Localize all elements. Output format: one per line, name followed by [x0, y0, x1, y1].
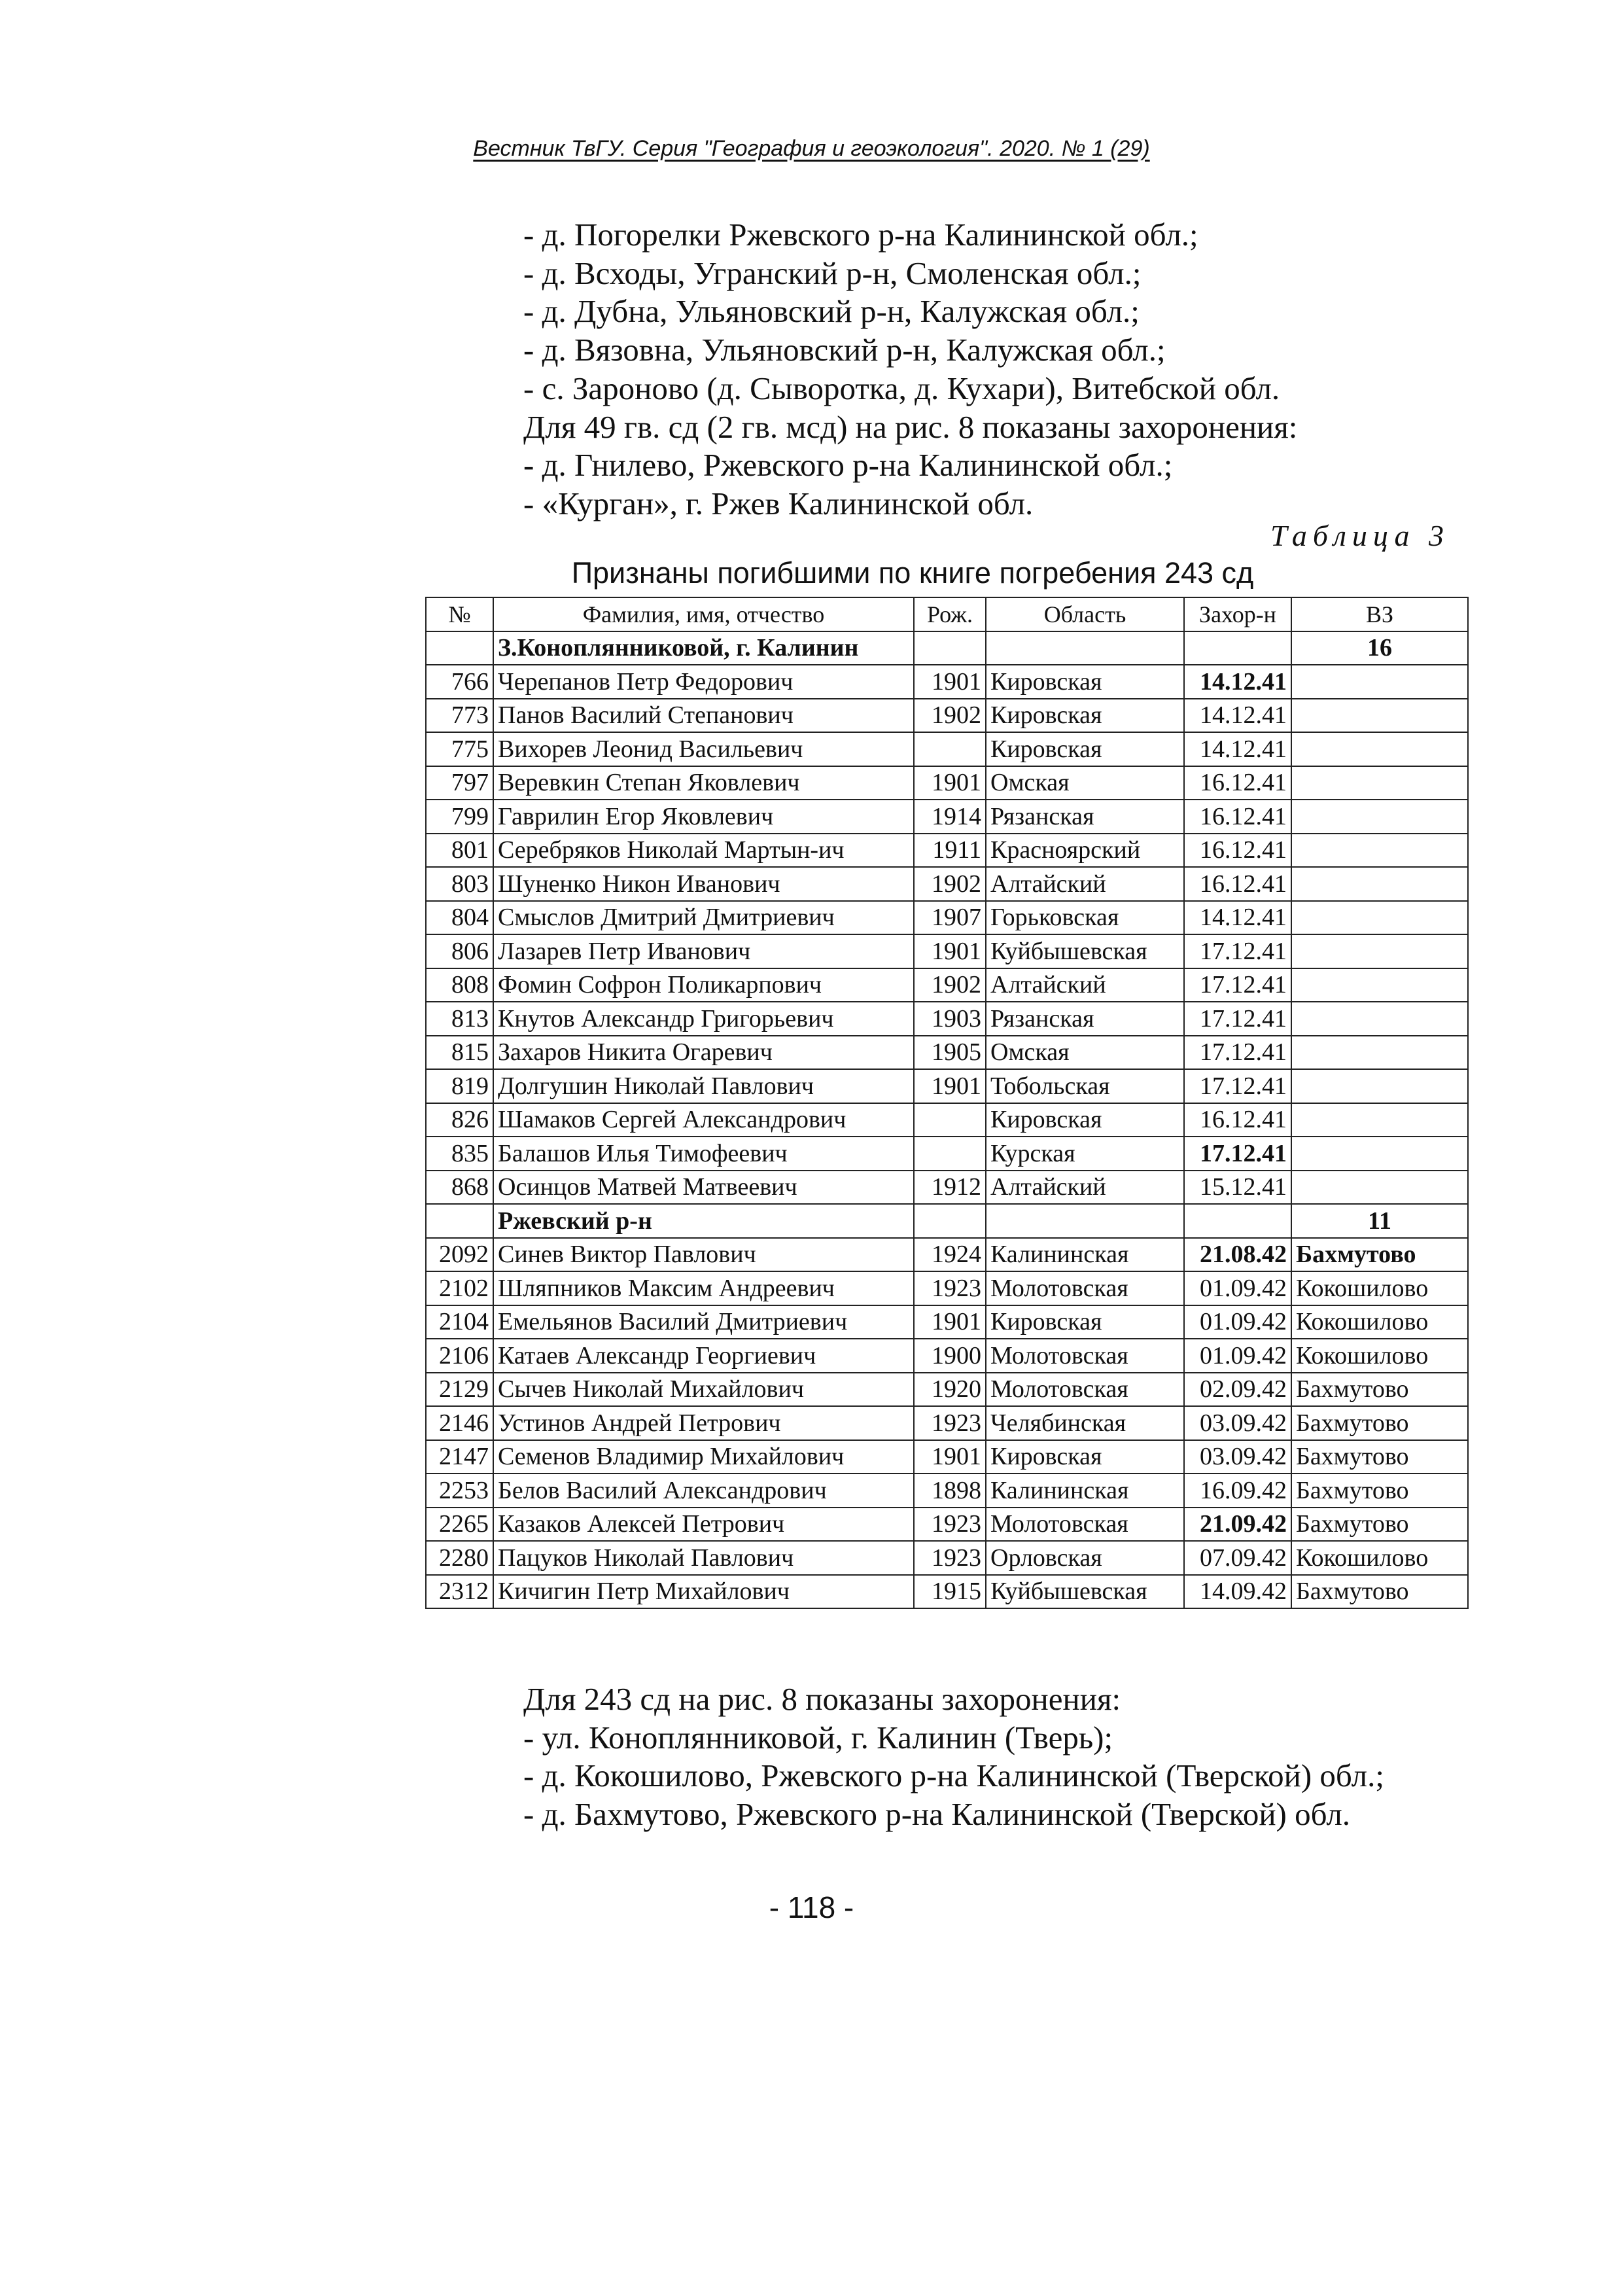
row-number: 815 [426, 1036, 493, 1070]
burial-date: 15.12.41 [1184, 1171, 1291, 1205]
burial-site [1291, 968, 1468, 1002]
birth-year: 1923 [914, 1541, 986, 1575]
column-header-burial-site: ВЗ [1291, 597, 1468, 631]
running-head: Вестник ТвГУ. Серия "География и геоэкология". 2020. № 1 (29) [473, 136, 1150, 161]
person-name: Белов Василий Александрович [493, 1474, 914, 1508]
row-number: 801 [426, 834, 493, 868]
burial-date: 21.09.42 [1184, 1508, 1291, 1542]
table-row [426, 1002, 1468, 1036]
burial-site: Бахмутово [1291, 1508, 1468, 1542]
burial-date: 02.09.42 [1184, 1373, 1291, 1407]
birth-year: 1902 [914, 968, 986, 1002]
section-empty-cell [1184, 631, 1291, 665]
table-row [426, 1036, 1468, 1070]
table-row [426, 901, 1468, 935]
person-name: Шамаков Сергей Александрович [493, 1103, 914, 1137]
intro-line: Для 49 гв. сд (2 гв. мсд) на рис. 8 показаны захоронения: [523, 408, 1298, 445]
burial-date: 16.12.41 [1184, 834, 1291, 868]
burial-site [1291, 732, 1468, 766]
birth-year: 1923 [914, 1406, 986, 1440]
table-row [426, 867, 1468, 901]
region: Алтайский [986, 968, 1184, 1002]
intro-line: - д. Всходы, Угранский р-н, Смоленская обл.; [523, 255, 1142, 291]
row-number: 799 [426, 800, 493, 834]
table-row [426, 1271, 1468, 1305]
birth-year: 1901 [914, 934, 986, 968]
intro-text [523, 216, 1544, 523]
burial-site: Кокошилово [1291, 1305, 1468, 1339]
person-name: Панов Василий Степанович [493, 699, 914, 733]
row-number: 2147 [426, 1440, 493, 1474]
burial-date: 01.09.42 [1184, 1339, 1291, 1373]
person-name: Сычев Николай Михайлович [493, 1373, 914, 1407]
burial-site: Бахмутово [1291, 1575, 1468, 1609]
column-header-burial-date: Захор-н [1184, 597, 1291, 631]
region: Кировская [986, 1305, 1184, 1339]
region: Горьковская [986, 901, 1184, 935]
section-empty-cell [914, 1204, 986, 1238]
person-name: Лазарев Петр Иванович [493, 934, 914, 968]
person-name: Шуненко Никон Иванович [493, 867, 914, 901]
row-number: 766 [426, 665, 493, 699]
table-caption: Признаны погибшими по книге погребения 243 сд [571, 556, 1254, 590]
burial-site [1291, 800, 1468, 834]
table-row [426, 699, 1468, 733]
column-header-birth-year: Рож. [914, 597, 986, 631]
burial-site [1291, 867, 1468, 901]
burial-site [1291, 1002, 1468, 1036]
table-row [426, 1440, 1468, 1474]
section-empty-cell [1184, 1204, 1291, 1238]
burial-date: 16.09.42 [1184, 1474, 1291, 1508]
birth-year: 1920 [914, 1373, 986, 1407]
page-number: - 118 - [769, 1890, 854, 1924]
region: Калининская [986, 1238, 1184, 1272]
birth-year: 1907 [914, 901, 986, 935]
section-count: 16 [1291, 631, 1468, 665]
table-row [426, 1305, 1468, 1339]
outro-line: - д. Бахмутово, Ржевского р-на Калининской (Тверской) обл. [523, 1796, 1351, 1833]
burial-date: 17.12.41 [1184, 968, 1291, 1002]
region: Молотовская [986, 1373, 1184, 1407]
row-number: 808 [426, 968, 493, 1002]
table-row [426, 1373, 1468, 1407]
row-number: 797 [426, 766, 493, 800]
burial-site: Кокошилово [1291, 1339, 1468, 1373]
intro-line: - д. Погорелки Ржевского р-на Калининской обл.; [523, 217, 1198, 253]
burial-date: 16.12.41 [1184, 867, 1291, 901]
birth-year [914, 1137, 986, 1171]
section-number-cell [426, 631, 493, 665]
burial-date: 17.12.41 [1184, 934, 1291, 968]
region: Молотовская [986, 1508, 1184, 1542]
row-number: 2106 [426, 1339, 493, 1373]
outro-line: Для 243 сд на рис. 8 показаны захоронения: [523, 1681, 1121, 1717]
birth-year: 1900 [914, 1339, 986, 1373]
person-name: Казаков Алексей Петрович [493, 1508, 914, 1542]
table-section-row [426, 1204, 1468, 1238]
burial-date: 16.12.41 [1184, 1103, 1291, 1137]
burial-date: 14.12.41 [1184, 699, 1291, 733]
row-number: 2129 [426, 1373, 493, 1407]
row-number: 868 [426, 1171, 493, 1205]
row-number: 813 [426, 1002, 493, 1036]
row-number: 826 [426, 1103, 493, 1137]
birth-year: 1901 [914, 766, 986, 800]
birth-year: 1901 [914, 1305, 986, 1339]
birth-year: 1901 [914, 1069, 986, 1103]
person-name: Кичигин Петр Михайлович [493, 1575, 914, 1609]
column-header-number: № [426, 597, 493, 631]
region: Омская [986, 1036, 1184, 1070]
burial-site: Бахмутово [1291, 1440, 1468, 1474]
burial-date: 21.08.42 [1184, 1238, 1291, 1272]
burial-site [1291, 1171, 1468, 1205]
burial-date: 16.12.41 [1184, 800, 1291, 834]
person-name: Долгушин Николай Павлович [493, 1069, 914, 1103]
row-number: 819 [426, 1069, 493, 1103]
burial-date: 03.09.42 [1184, 1406, 1291, 1440]
burial-site [1291, 766, 1468, 800]
burial-date: 01.09.42 [1184, 1305, 1291, 1339]
burial-site [1291, 699, 1468, 733]
person-name: Захаров Никита Огаревич [493, 1036, 914, 1070]
section-empty-cell [986, 631, 1184, 665]
region: Кировская [986, 1440, 1184, 1474]
burial-site: Бахмутово [1291, 1373, 1468, 1407]
birth-year: 1923 [914, 1271, 986, 1305]
burial-site: Бахмутово [1291, 1406, 1468, 1440]
burial-date: 14.12.41 [1184, 901, 1291, 935]
burial-date: 03.09.42 [1184, 1440, 1291, 1474]
table-row [426, 1103, 1468, 1137]
person-name: Семенов Владимир Михайлович [493, 1440, 914, 1474]
row-number: 835 [426, 1137, 493, 1171]
region: Красноярский [986, 834, 1184, 868]
birth-year: 1901 [914, 665, 986, 699]
birth-year: 1915 [914, 1575, 986, 1609]
burial-site: Кокошилово [1291, 1271, 1468, 1305]
person-name: Шляпников Максим Андреевич [493, 1271, 914, 1305]
person-name: Гаврилин Егор Яковлевич [493, 800, 914, 834]
region: Молотовская [986, 1339, 1184, 1373]
region: Орловская [986, 1541, 1184, 1575]
birth-year [914, 732, 986, 766]
region: Омская [986, 766, 1184, 800]
person-name: Серебряков Николай Мартын-ич [493, 834, 914, 868]
table-row [426, 1406, 1468, 1440]
burial-date: 14.09.42 [1184, 1575, 1291, 1609]
person-name: Кнутов Александр Григорьевич [493, 1002, 914, 1036]
table-row [426, 1171, 1468, 1205]
region: Куйбышевская [986, 1575, 1184, 1609]
row-number: 773 [426, 699, 493, 733]
region: Рязанская [986, 1002, 1184, 1036]
burial-site: Бахмутово [1291, 1474, 1468, 1508]
burial-date: 01.09.42 [1184, 1271, 1291, 1305]
burial-date: 14.12.41 [1184, 732, 1291, 766]
table-row [426, 1339, 1468, 1373]
outro-text [523, 1680, 1544, 1834]
table-body [426, 631, 1468, 1609]
burial-site [1291, 1069, 1468, 1103]
row-number: 2146 [426, 1406, 493, 1440]
burial-site [1291, 1036, 1468, 1070]
person-name: Синев Виктор Павлович [493, 1238, 914, 1272]
birth-year: 1914 [914, 800, 986, 834]
birth-year: 1924 [914, 1238, 986, 1272]
person-name: Смыслов Дмитрий Дмитриевич [493, 901, 914, 935]
column-header-region: Область [986, 597, 1184, 631]
outro-line: - д. Кокошилово, Ржевского р-на Калининской (Тверской) обл.; [523, 1757, 1384, 1794]
person-name: Фомин Софрон Поликарпович [493, 968, 914, 1002]
table-row [426, 732, 1468, 766]
burial-date: 17.12.41 [1184, 1002, 1291, 1036]
burial-site [1291, 901, 1468, 935]
person-name: Балашов Илья Тимофеевич [493, 1137, 914, 1171]
table-row [426, 1474, 1468, 1508]
table-row [426, 1137, 1468, 1171]
row-number: 804 [426, 901, 493, 935]
section-empty-cell [986, 1204, 1184, 1238]
outro-line: - ул. Коноплянниковой, г. Калинин (Тверь); [523, 1719, 1113, 1756]
burial-date: 07.09.42 [1184, 1541, 1291, 1575]
burial-site [1291, 1137, 1468, 1171]
birth-year: 1911 [914, 834, 986, 868]
section-title: З.Коноплянниковой, г. Калинин [493, 631, 914, 665]
burial-site [1291, 1103, 1468, 1137]
region: Куйбышевская [986, 934, 1184, 968]
row-number: 2265 [426, 1508, 493, 1542]
table-row [426, 800, 1468, 834]
section-count: 11 [1291, 1204, 1468, 1238]
section-number-cell [426, 1204, 493, 1238]
region: Алтайский [986, 867, 1184, 901]
person-name: Пацуков Николай Павлович [493, 1541, 914, 1575]
region: Рязанская [986, 800, 1184, 834]
burial-site [1291, 934, 1468, 968]
region: Кировская [986, 665, 1184, 699]
table-row [426, 1541, 1468, 1575]
region: Алтайский [986, 1171, 1184, 1205]
birth-year: 1923 [914, 1508, 986, 1542]
row-number: 2102 [426, 1271, 493, 1305]
birth-year: 1898 [914, 1474, 986, 1508]
birth-year: 1902 [914, 699, 986, 733]
intro-line: - д. Дубна, Ульяновский р-н, Калужская обл.; [523, 293, 1140, 330]
column-header-name: Фамилия, имя, отчество [493, 597, 914, 631]
table-row [426, 766, 1468, 800]
table-row [426, 1575, 1468, 1609]
table-label: Таблица 3 [1270, 519, 1450, 552]
birth-year: 1901 [914, 1440, 986, 1474]
table-section-row [426, 631, 1468, 665]
intro-line: - с. Зароново (д. Сыворотка, д. Кухари), Витебской обл. [523, 370, 1280, 406]
section-empty-cell [914, 631, 986, 665]
burial-date: 17.12.41 [1184, 1069, 1291, 1103]
row-number: 2253 [426, 1474, 493, 1508]
burial-date: 17.12.41 [1184, 1036, 1291, 1070]
row-number: 2312 [426, 1575, 493, 1609]
person-name: Осинцов Матвей Матвеевич [493, 1171, 914, 1205]
region: Курская [986, 1137, 1184, 1171]
region: Челябинская [986, 1406, 1184, 1440]
burial-date: 16.12.41 [1184, 766, 1291, 800]
person-name: Катаев Александр Георгиевич [493, 1339, 914, 1373]
burial-site [1291, 834, 1468, 868]
region: Кировская [986, 1103, 1184, 1137]
burial-date: 17.12.41 [1184, 1137, 1291, 1171]
intro-line: - «Курган», г. Ржев Калининской обл. [523, 485, 1034, 521]
region: Молотовская [986, 1271, 1184, 1305]
section-title: Ржевский р-н [493, 1204, 914, 1238]
birth-year: 1903 [914, 1002, 986, 1036]
table-row [426, 1069, 1468, 1103]
intro-line: - д. Вязовна, Ульяновский р-н, Калужская обл.; [523, 332, 1166, 368]
table-row [426, 665, 1468, 699]
person-name: Устинов Андрей Петрович [493, 1406, 914, 1440]
birth-year: 1905 [914, 1036, 986, 1070]
intro-line: - д. Гнилево, Ржевского р-на Калининской обл.; [523, 447, 1173, 484]
row-number: 2092 [426, 1238, 493, 1272]
birth-year: 1902 [914, 867, 986, 901]
row-number: 2280 [426, 1541, 493, 1575]
person-name: Вихорев Леонид Васильевич [493, 732, 914, 766]
birth-year: 1912 [914, 1171, 986, 1205]
burial-date: 14.12.41 [1184, 665, 1291, 699]
region: Кировская [986, 699, 1184, 733]
burials-table [425, 597, 1469, 1609]
burial-site: Кокошилово [1291, 1541, 1468, 1575]
burial-site: Бахмутово [1291, 1238, 1468, 1272]
row-number: 775 [426, 732, 493, 766]
row-number: 803 [426, 867, 493, 901]
burial-site [1291, 665, 1468, 699]
row-number: 806 [426, 934, 493, 968]
table-row [426, 934, 1468, 968]
table-row [426, 968, 1468, 1002]
region: Кировская [986, 732, 1184, 766]
row-number: 2104 [426, 1305, 493, 1339]
birth-year [914, 1103, 986, 1137]
table-row [426, 834, 1468, 868]
person-name: Веревкин Степан Яковлевич [493, 766, 914, 800]
table-row [426, 1238, 1468, 1272]
table-row [426, 1508, 1468, 1542]
table-header-row [426, 597, 1468, 631]
region: Тобольская [986, 1069, 1184, 1103]
person-name: Емельянов Василий Дмитриевич [493, 1305, 914, 1339]
region: Калининская [986, 1474, 1184, 1508]
person-name: Черепанов Петр Федорович [493, 665, 914, 699]
